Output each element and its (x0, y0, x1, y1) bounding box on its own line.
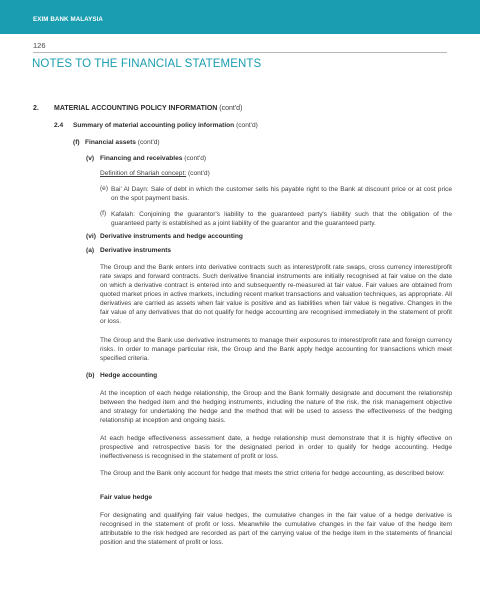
header-bar (0, 0, 480, 34)
section-heading (54, 105, 242, 112)
definition-suffix: (cont'd) (187, 170, 210, 177)
fair-value-hedge-paragraph: For designating and qualifying fair value hedges, the cumulative changes in the fair value of a hedge derivative is recognised in the statement of profit or loss. Meanwhile the cumulative changes in the fair value of the hedge item attributable to the risk hedged are recorded as part of the carrying value of the hedge item in the statements of financial position and the statement of profit or loss. (100, 512, 452, 547)
item-b-title: Hedge accounting (100, 372, 158, 379)
subsection-title-suffix: (cont'd) (236, 122, 258, 129)
item-vi-number: (vi) (86, 233, 96, 240)
item-a-title: Derivative instruments (100, 247, 172, 254)
definition-heading (100, 170, 210, 177)
derivatives-paragraph-1: The Group and the Bank enters into derivative contracts such as interest/profit rate swaps, cross currency interest/profit rate swaps and forward contracts. Such derivative financial instruments are initially recognised at fair value on the date on which a derivative contract is entered into and subsequently re-measured at fair value. Fair values are obtained from quoted market prices in active markets, including recent market transactions and valuation techniques, as appropriate. All derivatives are carried as assets when fair value is positive and as liabilities when fair value is negative. Changes in the fair value of any derivatives that do not qualify for hedge accounting are recognised immediately in the statement of profit or loss. (100, 264, 452, 326)
derivatives-paragraph-2: The Group and the Bank use derivative instruments to manage their exposures to interest/profit rate and foreign currency risks. In order to manage particular risk, the Group and the Bank apply hedge accounting for transactions which meet specified criteria. (100, 337, 452, 363)
subsection-number: 2.4 (54, 122, 64, 129)
definition-f-text: Kafalah: Conjoining the guarantor's liability to the guaranteed party's liability such that the obligation of the guaranteed party is established as a joint liability of the guarantor and the guaranteed party. (111, 211, 452, 228)
item-v-number: (v) (86, 155, 95, 162)
item-f-number: (f) (73, 139, 80, 146)
definition-f-number: (f) (100, 210, 107, 217)
item-v-suffix: (cont'd) (184, 155, 207, 162)
definition-e-text: Bai' Al Dayn: Sale of debt in which the customer sells his payable right to the Bank at discount price or at cost price on the spot payment basis. (111, 186, 452, 203)
section-title: MATERIAL ACCOUNTING POLICY INFORMATION (54, 105, 218, 112)
brand-name: EXIM BANK MALAYSIA (33, 16, 103, 23)
item-vi-title: Derivative instruments and hedge accounting (100, 233, 243, 240)
definition-label: Definition of Shariah concept: (100, 170, 187, 177)
hedge-paragraph-3: The Group and the Bank only account for hedge that meets the strict criteria for hedge accounting, as described below: (100, 470, 445, 477)
subsection-title: Summary of material accounting policy information (73, 122, 235, 129)
item-f-title: Financial assets (85, 139, 136, 146)
item-a-number: (a) (86, 247, 95, 254)
fair-value-hedge-title: Fair value hedge (100, 494, 153, 501)
hedge-paragraph-1: At the inception of each hedge relationship, the Group and the Bank formally designate and document the relationship between the hedged item and the hedging instruments, including the nature of the risk, the risk management objective and strategy for undertaking the hedge and the method that will be used to assess the effectiveness of the hedging relationship at inception and ongoing basis. (100, 390, 452, 425)
item-f-heading (85, 139, 160, 146)
header-divider (33, 52, 447, 53)
section-number: 2. (33, 105, 39, 112)
item-v-heading (100, 155, 206, 162)
definition-e-number: (e) (100, 185, 109, 192)
page-title: NOTES TO THE FINANCIAL STATEMENTS (32, 58, 262, 70)
section-title-suffix: (cont'd) (219, 105, 243, 112)
item-b-number: (b) (86, 372, 95, 379)
item-v-title: Financing and receivables (100, 155, 183, 162)
subsection-heading (73, 122, 258, 129)
item-f-suffix: (cont'd) (137, 139, 160, 146)
hedge-paragraph-2: At each hedge effectiveness assessment date, a hedge relationship must demonstrate that it is highly effective on prospective and retrospective basis for the designated period in order to qualify for hedge accounting. Hedge ineffectiveness is recognised in the statement of profit or loss. (100, 435, 452, 461)
page-number: 126 (33, 41, 46, 50)
